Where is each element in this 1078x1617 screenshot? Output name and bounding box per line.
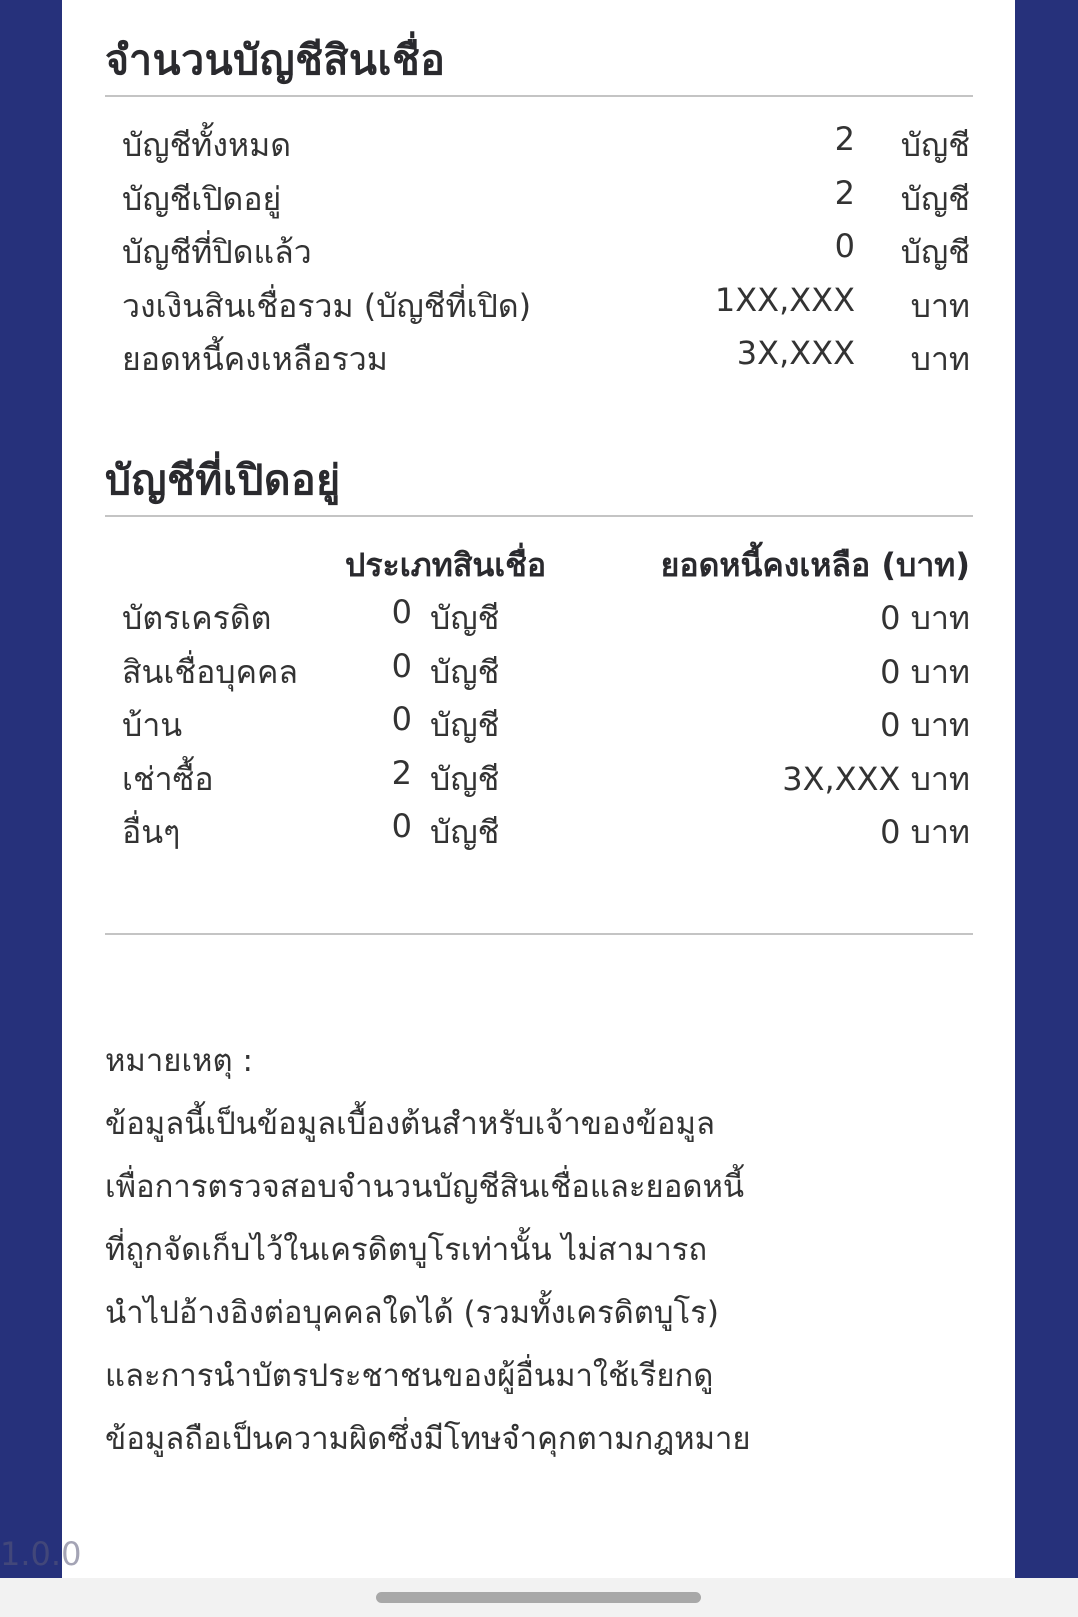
summary-row-total	[122, 120, 1015, 174]
note-heading: หมายเหตุ :	[105, 1043, 253, 1079]
table-row-personal-loan	[122, 647, 1015, 701]
note-line: และการนำบัตรประชาชนของผู้อื่นมาใช้เรียกดู	[105, 1358, 714, 1394]
loan-type-label: เช่าซื้อ	[122, 760, 214, 798]
summary-label: บัญชีเปิดอยู่	[122, 180, 282, 218]
summary-unit: บาท	[910, 340, 970, 378]
table-bottom-divider	[105, 933, 973, 935]
header-loan-type: ประเภทสินเชื่อ	[345, 546, 547, 584]
app-version-label: 1.0.0	[0, 1535, 82, 1573]
balance-amount: 0 บาท	[880, 653, 970, 691]
summary-row-open	[122, 174, 1015, 228]
open-accounts-divider	[105, 515, 973, 517]
account-count: 0	[391, 807, 412, 845]
summary-label: บัญชีที่ปิดแล้ว	[122, 233, 312, 271]
summary-value: 3X,XXX	[736, 334, 855, 372]
loan-type-label: สินเชื่อบุคคล	[122, 653, 299, 691]
summary-divider	[105, 95, 973, 97]
header-balance: ยอดหนี้คงเหลือ (บาท)	[660, 546, 970, 584]
account-count-unit: บัญชี	[430, 653, 500, 691]
account-count-unit: บัญชี	[430, 813, 500, 851]
account-count-unit: บัญชี	[430, 706, 500, 744]
summary-unit: บัญชี	[900, 233, 970, 271]
table-row-hire-purchase	[122, 754, 1015, 808]
report-card	[62, 0, 1015, 1578]
balance-amount: 0 บาท	[880, 706, 970, 744]
summary-label: ยอดหนี้คงเหลือรวม	[122, 340, 388, 378]
summary-title: จำนวนบัญชีสินเชื่อ	[105, 36, 446, 84]
summary-unit: บัญชี	[900, 180, 970, 218]
account-count: 0	[391, 700, 412, 738]
account-count: 0	[391, 647, 412, 685]
table-row-other	[122, 807, 1015, 861]
balance-amount: 0 บาท	[880, 599, 970, 637]
summary-row-closed	[122, 227, 1015, 281]
summary-label: บัญชีทั้งหมด	[122, 126, 291, 164]
note-line: ข้อมูลถือเป็นความผิดซึ่งมีโทษจำคุกตามกฎหมาย	[105, 1421, 751, 1457]
summary-value: 2	[834, 174, 855, 212]
account-count: 0	[391, 593, 412, 631]
summary-unit: บาท	[910, 287, 970, 325]
loan-type-label: อื่นๆ	[122, 813, 181, 851]
summary-row-credit-limit	[122, 281, 1015, 335]
note-line: นำไปอ้างอิงต่อบุคคลใดได้ (รวมทั้งเครดิตบูโร)	[105, 1295, 720, 1331]
system-nav-bar	[0, 1578, 1078, 1617]
summary-value: 1XX,XXX	[714, 281, 855, 319]
account-count-unit: บัญชี	[430, 760, 500, 798]
table-row-home	[122, 700, 1015, 754]
account-count-unit: บัญชี	[430, 599, 500, 637]
summary-value: 2	[834, 120, 855, 158]
summary-unit: บัญชี	[900, 126, 970, 164]
loan-type-label: บัตรเครดิต	[122, 599, 272, 637]
balance-amount: 3X,XXX บาท	[782, 760, 970, 798]
summary-row-outstanding	[122, 334, 1015, 388]
account-count: 2	[391, 754, 412, 792]
note-line: ที่ถูกจัดเก็บไว้ในเครดิตบูโรเท่านั้น ไม่สามารถ	[105, 1232, 708, 1268]
open-accounts-title: บัญชีที่เปิดอยู่	[105, 456, 341, 504]
summary-value: 0	[834, 227, 855, 265]
table-row-credit-card	[122, 593, 1015, 647]
summary-label: วงเงินสินเชื่อรวม (บัญชีที่เปิด)	[122, 287, 532, 325]
loan-type-label: บ้าน	[122, 706, 183, 744]
home-indicator[interactable]	[376, 1592, 701, 1603]
disclaimer-note	[105, 1030, 965, 1471]
note-line: เพื่อการตรวจสอบจำนวนบัญชีสินเชื่อและยอดหนี้	[105, 1169, 745, 1205]
balance-amount: 0 บาท	[880, 813, 970, 851]
note-line: ข้อมูลนี้เป็นข้อมูลเบื้องต้นสำหรับเจ้าของข้อมูล	[105, 1106, 715, 1142]
